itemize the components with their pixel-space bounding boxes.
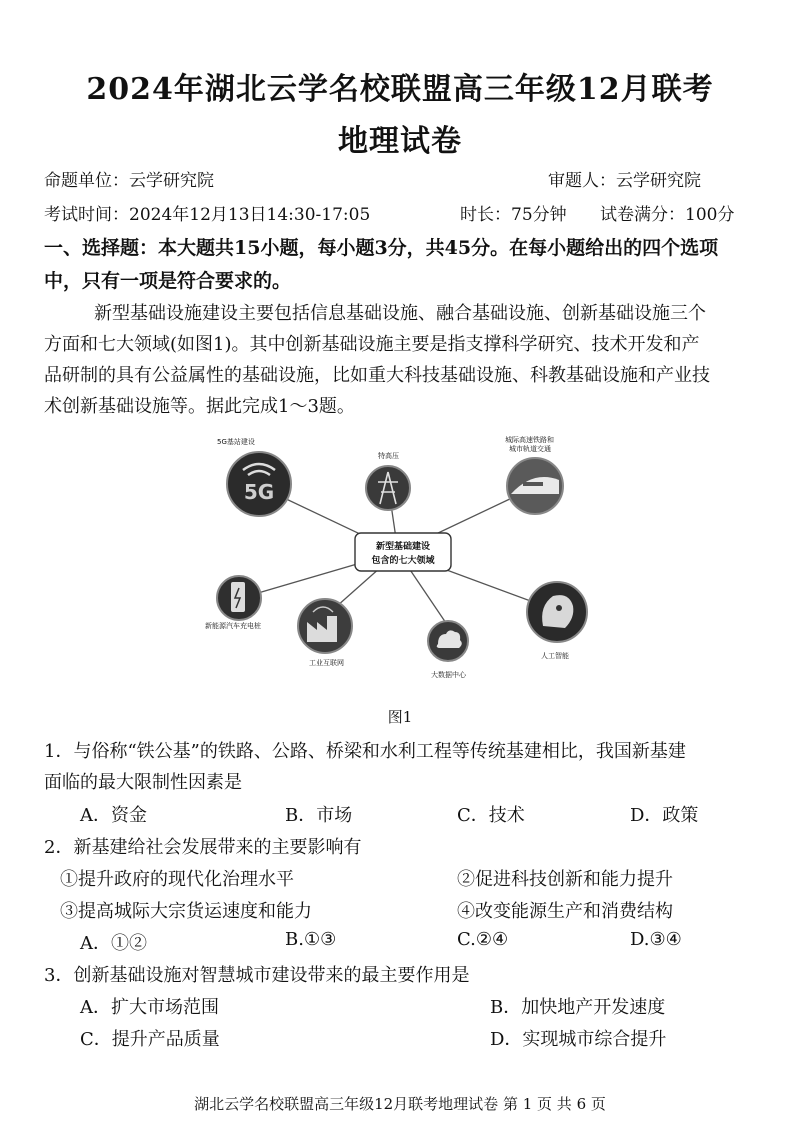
question-1-option-c[interactable]: C．技术 xyxy=(457,805,525,826)
seven-fields-diagram xyxy=(203,436,601,686)
node-industrial-internet xyxy=(298,599,352,667)
question-2-item-4: ④改变能源生产和消费结构 xyxy=(457,901,673,922)
question-3-stem: 3．创新基础设施对智慧城市建设带来的最主要作用是 xyxy=(44,965,470,986)
question-2-item-2: ②促进科技创新和能力提升 xyxy=(457,869,673,890)
center-label-line1: 新型基础建设 xyxy=(375,542,431,552)
node-5g xyxy=(217,437,291,516)
question-1-option-d[interactable]: D．政策 xyxy=(630,805,699,826)
node-ai xyxy=(527,582,587,660)
section-heading-line1: 一、选择题：本大题共15小题，每小题3分，共45分。在每小题给出的四个选项 xyxy=(44,237,719,259)
reviewer-label: 审题人：云学研究院 xyxy=(548,171,701,191)
charging-pile-icon xyxy=(231,582,245,612)
question-1-option-a[interactable]: A．资金 xyxy=(80,805,147,826)
section-heading-line2: 中，只有一项是符合要求的。 xyxy=(44,270,292,292)
figure-caption: 图1 xyxy=(387,708,413,726)
question-2-option-b[interactable]: B.①③ xyxy=(285,929,337,950)
question-1-stem-line2: 面临的最大限制性因素是 xyxy=(44,772,242,793)
node-industrial-label: 工业互联网 xyxy=(309,659,344,667)
exam-title: 2024年湖北云学名校联盟高三年级12月联考 xyxy=(86,72,714,107)
question-2-option-d[interactable]: D.③④ xyxy=(630,929,682,950)
question-2-item-3: ③提高城际大宗货运速度和能力 xyxy=(60,901,312,922)
node-ev-label: 新能源汽车充电桩 xyxy=(205,622,261,630)
center-label-line2: 包含的七大领域 xyxy=(371,556,435,566)
node-ev-charging xyxy=(205,576,261,630)
author-label: 命题单位：云学研究院 xyxy=(44,171,214,191)
question-2-stem: 2．新基建给社会发展带来的主要影响有 xyxy=(44,837,362,858)
full-score: 试卷满分：100分 xyxy=(600,205,735,225)
question-2-option-c[interactable]: C.②④ xyxy=(457,929,509,950)
question-3-option-c[interactable]: C．提升产品质量 xyxy=(80,1029,220,1050)
exam-duration: 时长：75分钟 xyxy=(460,205,567,225)
question-1-option-b[interactable]: B．市场 xyxy=(285,805,353,826)
question-1-stem-line1: 1．与俗称“铁公基”的铁路、公路、桥梁和水利工程等传统基建相比，我国新基建 xyxy=(44,741,686,762)
node-rail xyxy=(505,436,563,514)
question-2-item-1: ①提升政府的现代化治理水平 xyxy=(60,869,294,890)
passage-line3: 品研制的具有公益属性的基础设施，比如重大科技基础设施、科教基础设施和产业技 xyxy=(44,365,710,386)
question-3-option-d[interactable]: D．实现城市综合提升 xyxy=(490,1029,667,1050)
node-ai-label: 人工智能 xyxy=(541,652,569,660)
question-3-option-a[interactable]: A．扩大市场范围 xyxy=(80,997,219,1018)
exam-subject-title: 地理试卷 xyxy=(338,124,462,159)
node-rail-label-line1: 城际高速铁路和 xyxy=(505,436,554,444)
5g-icon-text: 5G xyxy=(243,480,275,504)
exam-time: 考试时间：2024年12月13日14:30-17:05 xyxy=(44,205,371,225)
passage-line2: 方面和七大领域(如图1)。其中创新基础设施主要是指支撑科学研究、技术开发和产 xyxy=(44,334,700,355)
question-2-option-a[interactable]: A．①② xyxy=(80,933,147,954)
node-uhv-label: 特高压 xyxy=(378,452,399,460)
page-footer: 湖北云学名校联盟高三年级12月联考地理试卷 第 1 页 共 6 页 xyxy=(194,1095,606,1113)
question-3-option-b[interactable]: B．加快地产开发速度 xyxy=(490,997,666,1018)
diagram-center-node xyxy=(355,533,451,571)
passage-line1: 新型基础设施建设主要包括信息基础设施、融合基础设施、创新基础设施三个 xyxy=(94,303,706,324)
node-rail-label-line2: 城市轨道交通 xyxy=(509,445,551,453)
node-big-data xyxy=(428,621,468,679)
passage-line4: 术创新基础设施等。据此完成1～3题。 xyxy=(44,396,355,417)
node-uhv xyxy=(366,451,410,510)
node-bigdata-label: 大数据中心 xyxy=(431,671,466,679)
node-5g-label: 5G基站建设 xyxy=(217,438,255,446)
